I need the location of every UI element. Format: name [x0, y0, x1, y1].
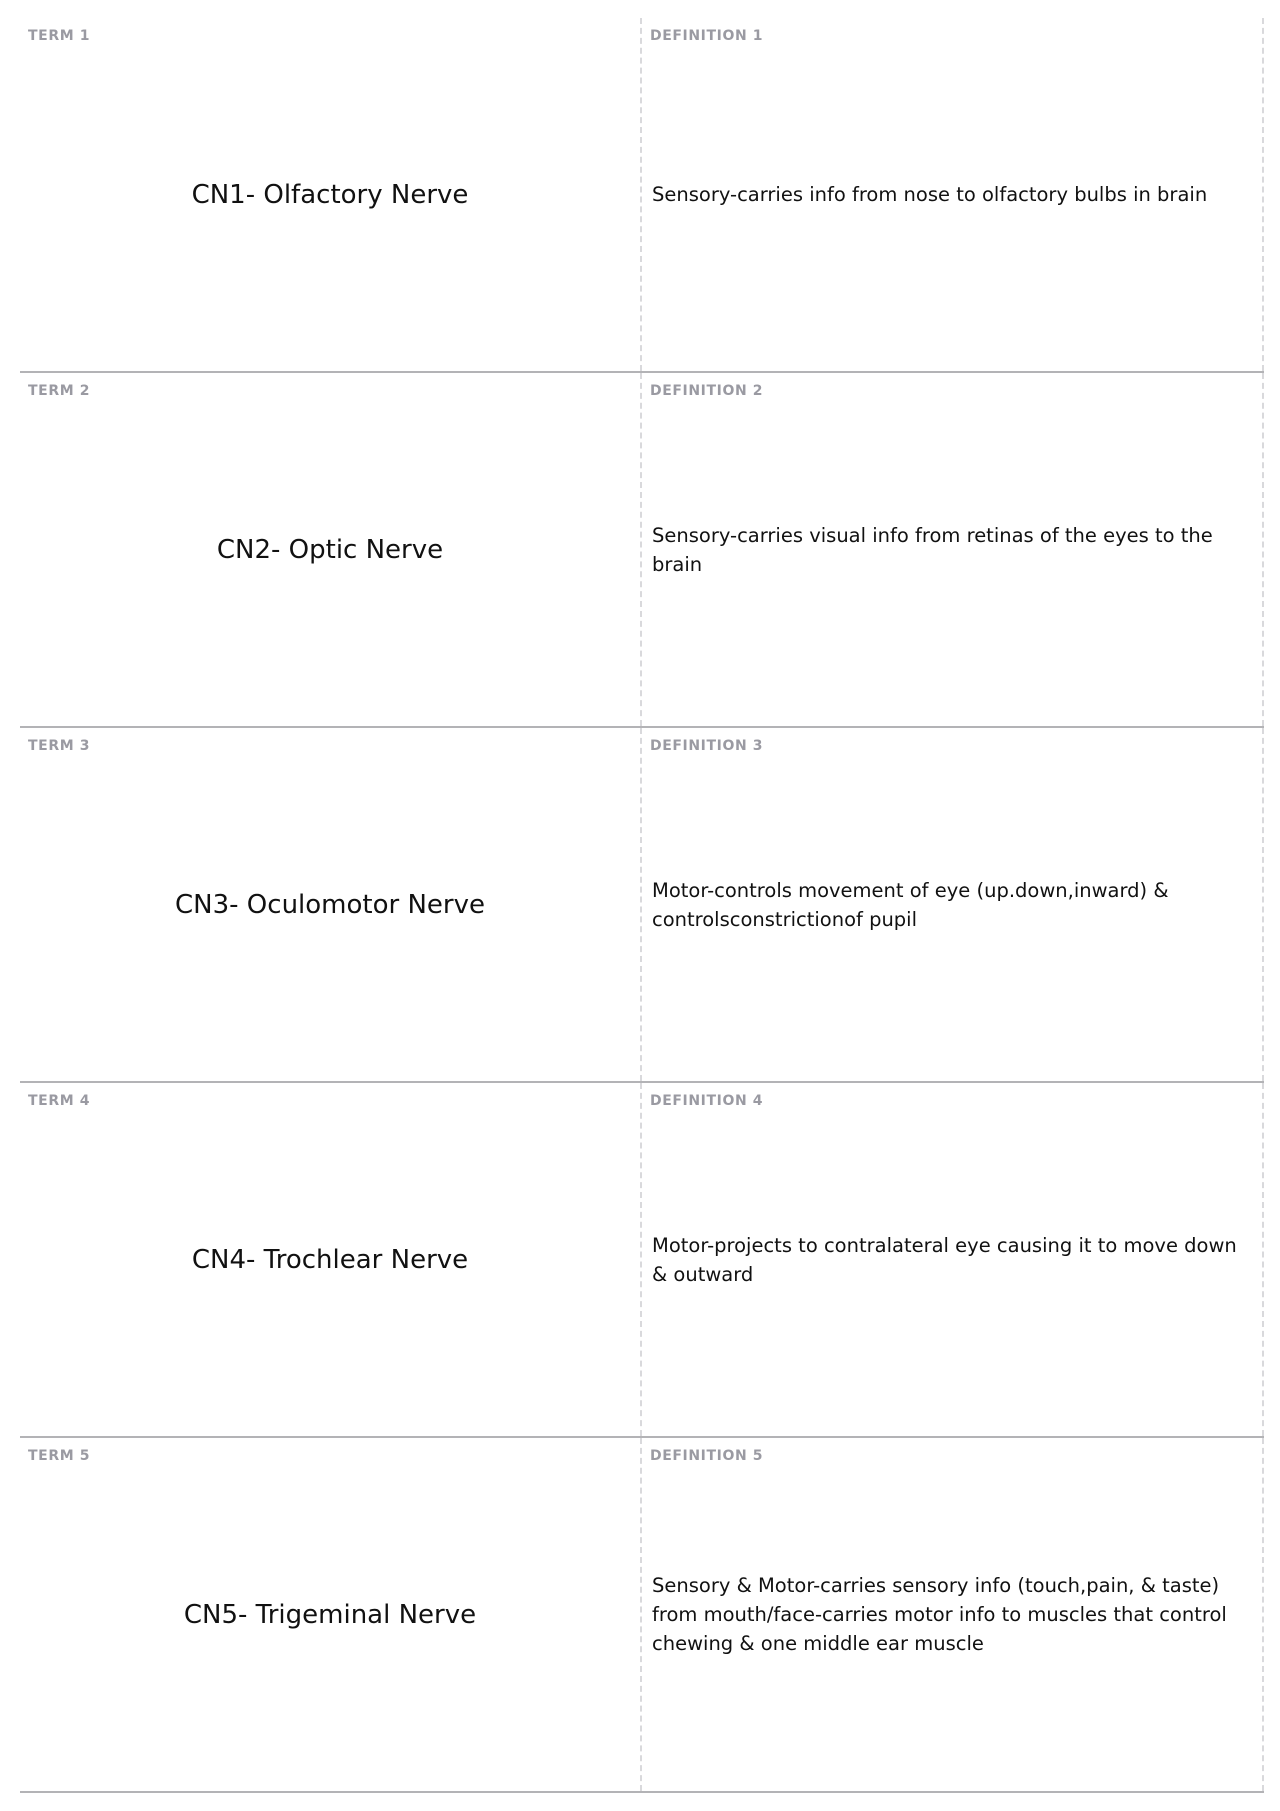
term-text: CN1- Olfactory Nerve: [191, 179, 469, 210]
flashcard-row: [20, 1438, 1264, 1793]
flashcard-row: [20, 728, 1264, 1083]
term-text: CN3- Oculomotor Nerve: [175, 889, 485, 920]
definition-label: DEFINITION 3: [650, 738, 764, 754]
term-cell: [20, 18, 642, 371]
definition-cell: [642, 373, 1264, 726]
definition-cell: [642, 728, 1264, 1081]
term-label: TERM 2: [28, 383, 91, 399]
definition-cell: [642, 1438, 1264, 1791]
definition-text: Motor-projects to contralateral eye causing it to move down & outward: [652, 1233, 1237, 1286]
definition-text: Sensory-carries info from nose to olfactory bulbs in brain: [652, 183, 1208, 206]
term-cell: [20, 1438, 642, 1791]
definition-text: Sensory & Motor-carries sensory info (touch,pain, & taste) from mouth/face-carries motor info to muscles that control chewing & one middle ear muscle: [652, 1574, 1227, 1655]
term-text: CN4- Trochlear Nerve: [191, 1244, 469, 1275]
definition-text: Sensory-carries visual info from retinas of the eyes to the brain: [652, 523, 1213, 576]
definition-cell: [642, 1083, 1264, 1436]
term-label: TERM 4: [28, 1093, 91, 1109]
flashcard-row: [20, 1083, 1264, 1438]
definition-label: DEFINITION 1: [650, 28, 764, 44]
term-label: TERM 1: [28, 28, 91, 44]
flashcard-sheet: [20, 18, 1264, 1793]
definition-cell: [642, 18, 1264, 371]
term-cell: [20, 1083, 642, 1436]
definition-text: Motor-controls movement of eye (up.down,inward) & controlsconstrictionof pupil: [652, 878, 1169, 931]
term-label: TERM 5: [28, 1448, 91, 1464]
term-label: TERM 3: [28, 738, 91, 754]
flashcard-row: [20, 18, 1264, 373]
definition-label: DEFINITION 2: [650, 383, 764, 399]
term-cell: [20, 728, 642, 1081]
term-text: CN2- Optic Nerve: [216, 534, 444, 565]
flashcard-row: [20, 373, 1264, 728]
definition-label: DEFINITION 4: [650, 1093, 764, 1109]
term-text: CN5- Trigeminal Nerve: [183, 1599, 477, 1630]
term-cell: [20, 373, 642, 726]
definition-label: DEFINITION 5: [650, 1448, 764, 1464]
